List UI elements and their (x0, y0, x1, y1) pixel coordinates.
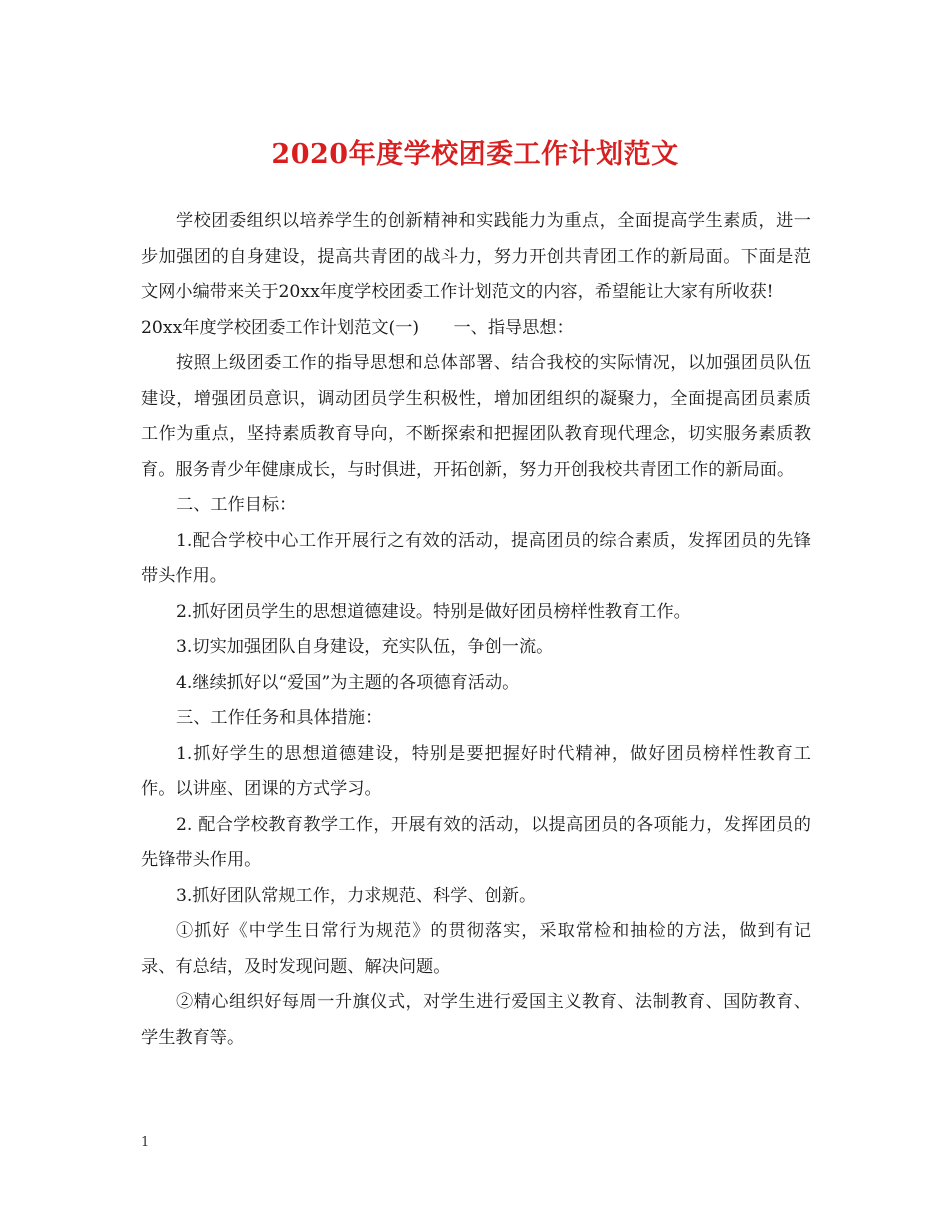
paragraph-goal-3: 3.切实加强团队自身建设，充实队伍，争创一流。 (176, 637, 554, 657)
paragraph-heading-work-goals: 二、工作目标： (176, 495, 297, 515)
paragraph-goal-1: 1.配合学校中心工作开展行之有效的活动，提高团员的综合素质，发挥团员的先锋带头作用。 (141, 530, 811, 586)
paragraph-goal-2: 2.抓好团员学生的思想道德建设。特别是做好团员榜样性教育工作。 (176, 601, 691, 622)
paragraph-task-3-item-2: ②精心组织好每周一升旗仪式，对学生进行爱国主义教育、法制教育、国防教育、学生教育等。 (141, 992, 811, 1048)
paragraph-task-3: 3.抓好团队常规工作，力求规范、科学、创新。 (176, 885, 537, 906)
paragraph-task-1: 1.抓好学生的思想道德建设，特别是要把握好时代精神，做好团员榜样性教育工作。以讲座、团课的方式学习。 (141, 743, 811, 799)
paragraph-goal-4: 4.继续抓好以“爱国”为主题的各项德育活动。 (176, 672, 520, 693)
paragraph-intro: 学校团委组织以培养学生的创新精神和实践能力为重点，全面提高学生素质，进一步加强团的自身建设，提高共青团的战斗力，努力开创共青团工作的新局面。下面是范文网小编带来关于20xx年度学校团委工作计划范文的内容，希望能让大家有所收获! (141, 211, 811, 302)
paragraph-section-heading-guiding-thought: 20xx年度学校团委工作计划范文(一) 一、指导思想： (141, 317, 574, 338)
paragraph-task-2: 2. 配合学校教育教学工作，开展有效的活动，以提高团员的各项能力，发挥团员的先锋带头作用。 (141, 814, 811, 870)
paragraph-heading-tasks: 三、工作任务和具体措施： (176, 708, 383, 728)
document-body (141, 204, 811, 1056)
paragraph-guiding-thought: 按照上级团委工作的指导思想和总体部署、结合我校的实际情况，以加强团员队伍建设，增强团员意识，调动团员学生积极性，增加团组织的凝聚力，全面提高团员素质工作为重点，坚持素质教育导向，不断探索和把握团队教育现代理念，切实服务素质教育。服务青少年健康成长，与时俱进，开拓创新，努力开创我校共青团工作的新局面。 (141, 353, 811, 480)
page-number: 1 (141, 1135, 150, 1150)
document-title: 2020年度学校团委工作计划范文 (271, 139, 679, 170)
paragraph-task-3-item-1: ①抓好《中学生日常行为规范》的贯彻落实，采取常检和抽检的方法，做到有记录、有总结，及时发现问题、解决问题。 (141, 921, 811, 977)
